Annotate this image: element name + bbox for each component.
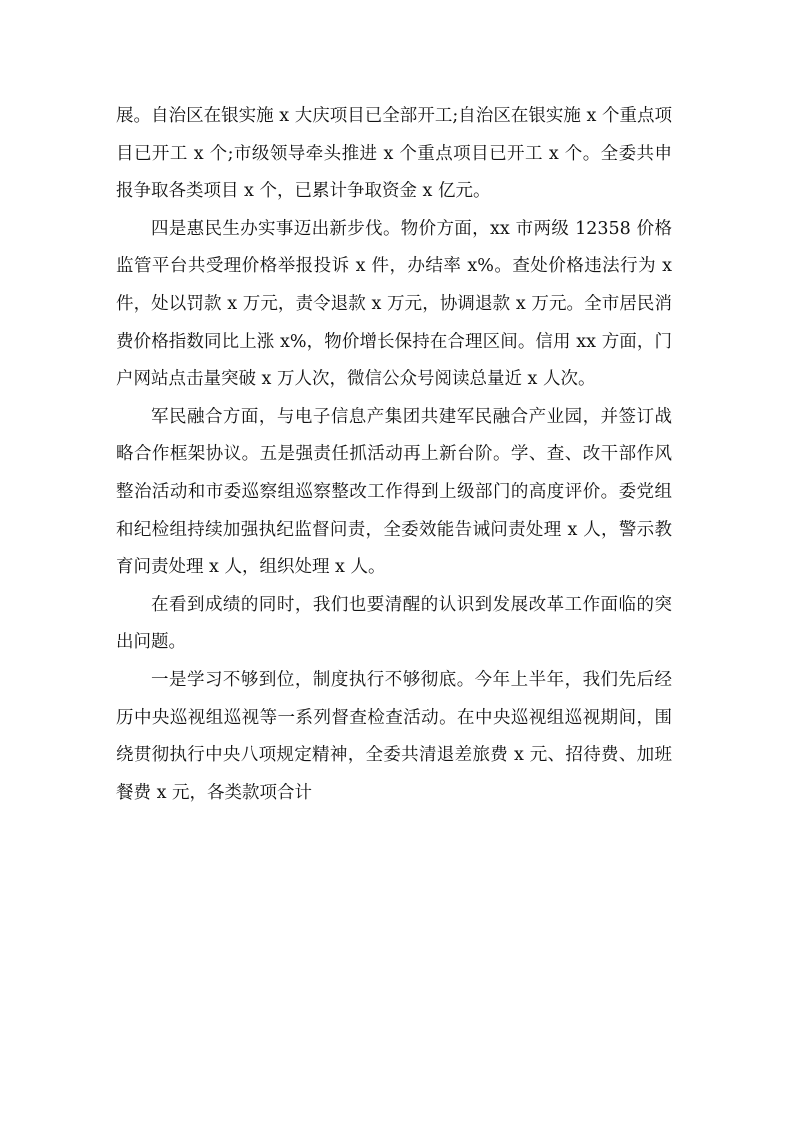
document-body xyxy=(116,98,672,812)
paragraph-problem-one: 一是学习不够到位，制度执行不够彻底。今年上半年，我们先后经历中央巡视组巡视等一系列督查检查活动。在中央巡视组巡视期间，围绕贯彻执行中央八项规定精神，全委共清退差旅费 x 元、招待费、加班餐费 x 元，各类款项合计 xyxy=(116,669,672,803)
paragraph-continued: 展。自治区在银实施 x 大庆项目已全部开工;自治区在银实施 x 个重点项目已开工 x 个;市级领导牵头推进 x 个重点项目已开工 x 个。全委共申报争取各类项目 x 个，已累计争取资金 x 亿元。 xyxy=(116,106,672,202)
paragraph-livelihood: 四是惠民生办实事迈出新步伐。物价方面，xx 市两级 12358 价格监管平台共受理价格举报投诉 x 件，办结率 x%。查处价格违法行为 x 件，处以罚款 x 万元，责令退款 x 万元，协调退款 x 万元。全市居民消费价格指数同比上涨 x%，物价增长保持在合理区间。信用 xx 方面，门户网站点击量突破 x 万人次，微信公众号阅读总量近 x 人次。 xyxy=(116,218,672,390)
paragraph-military-civil: 军民融合方面，与电子信息产集团共建军民融合产业园，并签订战略合作框架协议。五是强责任抓活动再上新台阶。学、查、改干部作风整治活动和市委巡察组巡察整改工作得到上级部门的高度评价。委党组和纪检组持续加强执纪监督问责，全委效能告诫问责处理 x 人，警示教育问责处理 x 人，组织处理 x 人。 xyxy=(116,406,672,578)
paragraph-problems-intro: 在看到成绩的同时，我们也要清醒的认识到发展改革工作面临的突出问题。 xyxy=(116,594,672,653)
